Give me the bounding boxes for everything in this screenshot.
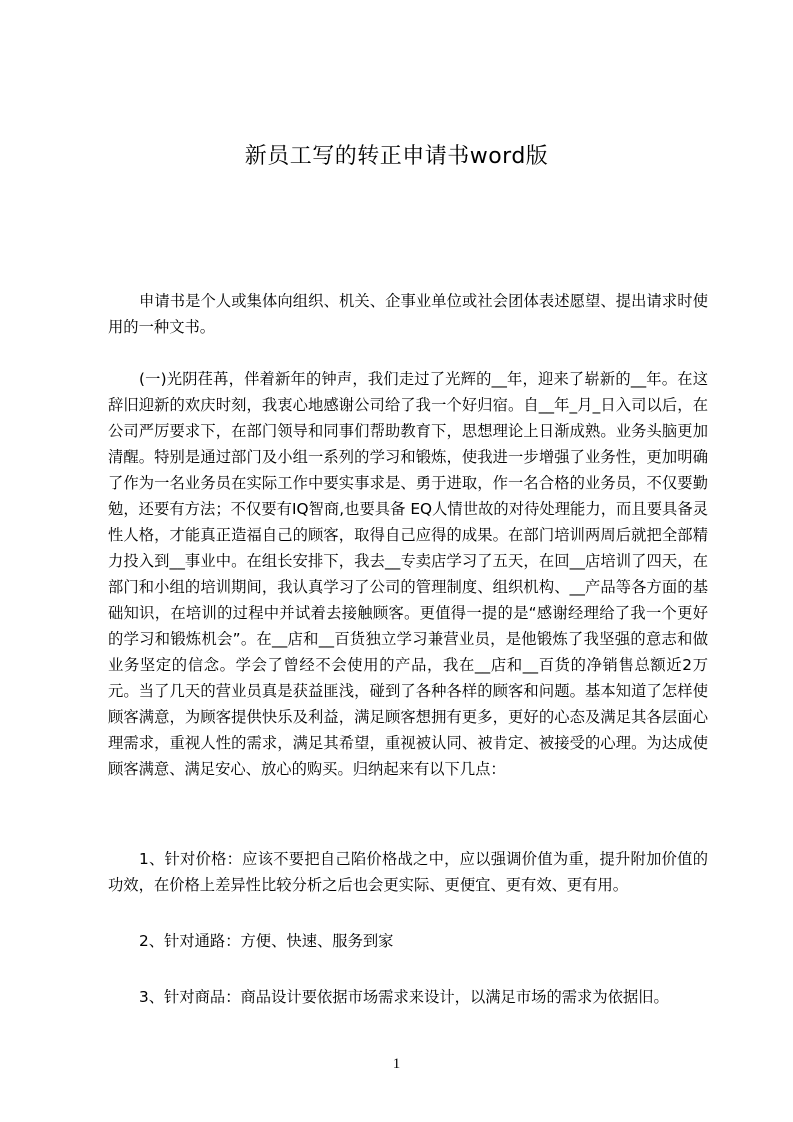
main-paragraph: (一)光阴荏苒，伴着新年的钟声，我们走过了光辉的__年，迎来了崭新的__年。在这辞旧迎新的欢庆时刻，我衷心地感谢公司给了我一个好归宿。自__年_月_日入司以后，在公司严厉要求下，在部门领导和同事们帮助教育下，思想理论上日渐成熟。业务头脑更加清醒。特别是通过部门及小组一系列的学习和锻炼，使我进一步增强了业务性，更加明确了作为一名业务员在实际工作中要实事求是、勇于进取，作一名合格的业务员，不仅要勤勉，还要有方法；不仅要有IQ智商,也要具备 EQ人情世故的对待处理能力，而且要具备灵性人格，才能真正造福自己的顾客，取得自己应得的成果。在部门培训两周后就把全部精力投入到__事业中。在组长安排下，我去__专卖店学习了五天，在回__店培训了四天，在部门和小组的培训期间，我认真学习了公司的管理制度、组织机构、__产品等各方面的基础知识，在培训的过程中并试着去接触顾客。更值得一提的是“感谢经理给了我一个更好的学习和锻炼机会”。在__店和__百货独立学习兼营业员，是他锻炼了我坚强的意志和做业务坚定的信念。学会了曾经不会使用的产品，我在__店和__百货的净销售总额近2万元。当了几天的营业员真是获益匪浅，碰到了各种各样的顾客和问题。基本知道了怎样使顾客满意，为顾客提供快乐及利益，满足顾客想拥有更多，更好的心态及满足其各层面心理需求，重视人性的需求，满足其希望，重视被认同、被肯定、被接受的心理。为达成使顾客满意、满足安心、放心的购买。归纳起来有以下几点： [108, 370, 708, 778]
list-item-product: 3、针对商品：商品设计要依据市场需求来设计，以满足市场的需求为依据旧。 [139, 988, 669, 1006]
document-title: 新员工写的转正申请书word版 [244, 144, 549, 169]
list-item-price: 1、针对价格：应该不要把自己陷价格战之中，应以强调价值为重，提升附加价值的功效，在价格上差异性比较分析之后也会更实际、更便宜、更有效、更有用。 [108, 850, 708, 894]
page-number: 1 [392, 1056, 401, 1072]
list-item-channel: 2、针对通路：方便、快速、服务到家 [139, 932, 394, 950]
intro-paragraph: 申请书是个人或集体向组织、机关、企事业单位或社会团体表述愿望、提出请求时使用的一种文书。 [108, 292, 708, 336]
